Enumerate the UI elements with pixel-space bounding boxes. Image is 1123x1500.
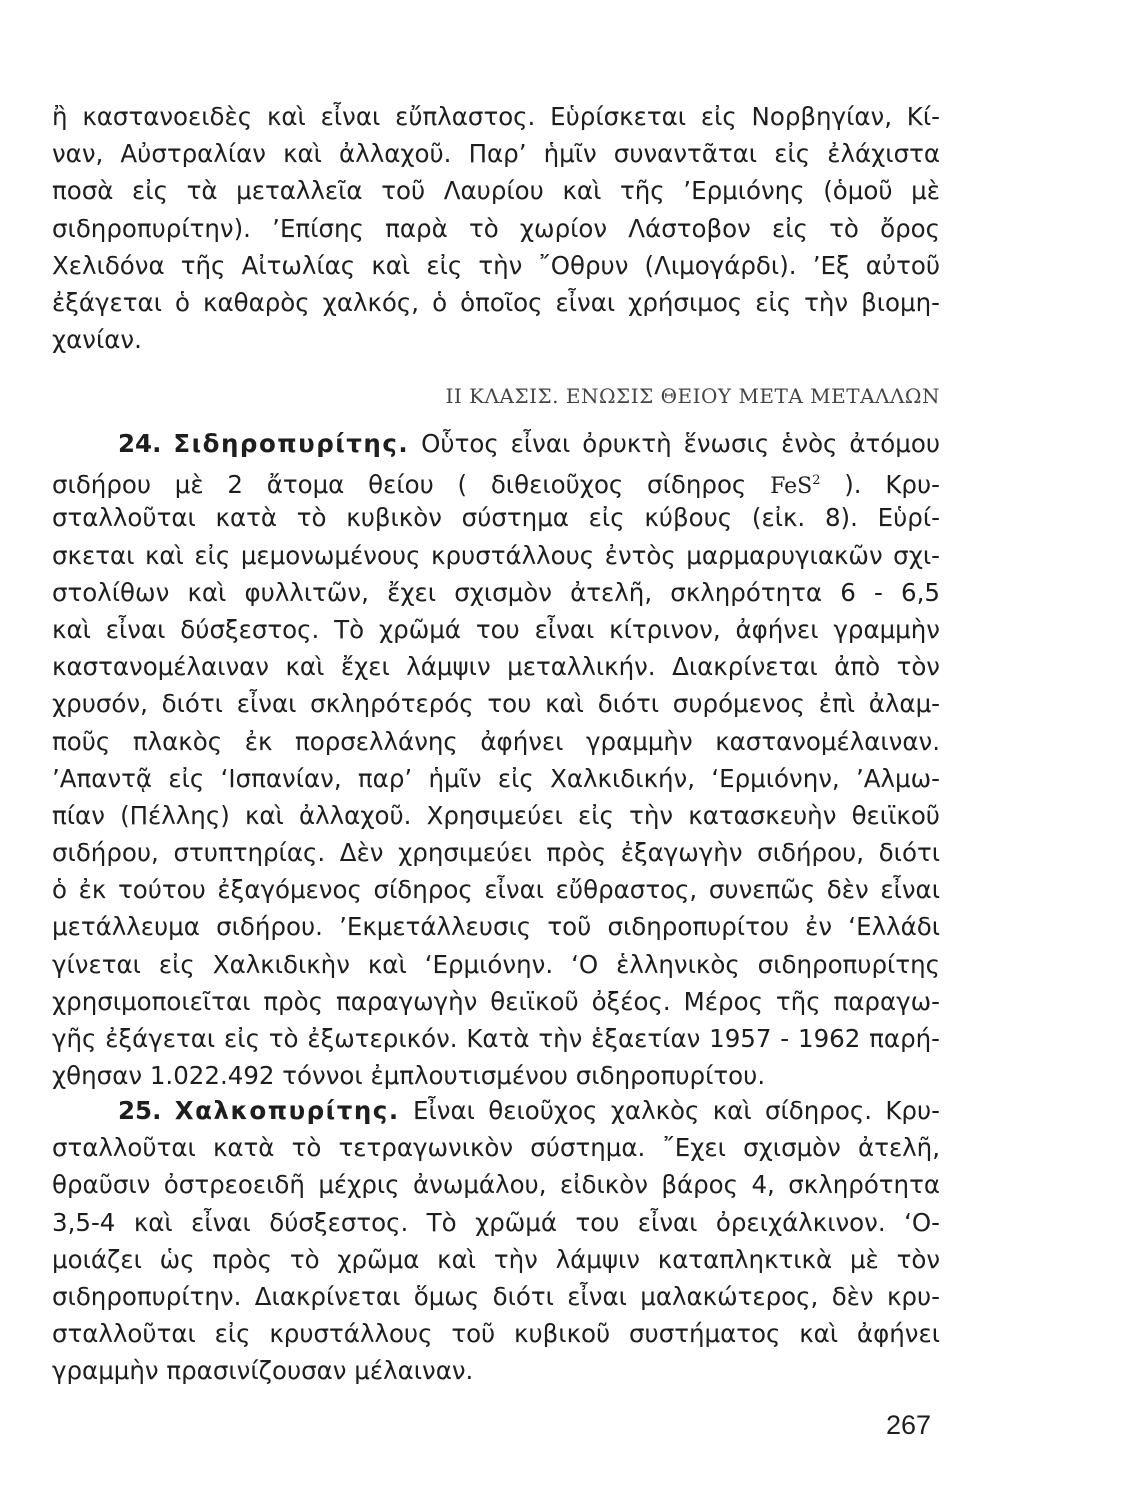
text-line: ποσὰ εἰς τὰ μεταλλεῖα τοῦ Λαυρίου καὶ τῆς ’Ερμιόνης (ὁμοῦ μὲ <box>52 176 940 206</box>
entry-25-paragraph <box>52 1092 940 1390</box>
entry-24-paragraph <box>52 425 940 1094</box>
text-line: ἢ καστανοειδὲς καὶ εἶναι εὔπλαστος. Εὑρίσκεται εἰς Νορβηγίαν, Κί- <box>52 102 940 131</box>
entry-number: 24. <box>118 429 162 458</box>
entry-number: 25. <box>118 1096 162 1125</box>
text-line: 3,5-4 καὶ εἶναι δύσξεστος. Τὸ χρῶμά του εἶναι ὀρειχάλκινον. ‘Ο- <box>52 1207 940 1237</box>
text-line: χρυσόν, διότι εἶναι σκληρότερός του καὶ διότι συρόμενος ἐπὶ ἀλαμ- <box>52 689 940 719</box>
text-line: πίαν (Πέλλης) καὶ ἀλλαχοῦ. Χρησιμεύει εἰς τὴν κατασκευὴν θειϊκοῦ <box>52 800 940 830</box>
text-line: σταλλοῦται εἰς κρυστάλλους τοῦ κυβικοῦ συστήματος καὶ ἀφήνει <box>52 1319 940 1349</box>
text-line: σιδηροπυρίτην). ’Επίσης παρὰ τὸ χωρίον Λάστοβον εἰς τὸ ὄρος <box>52 213 940 243</box>
text-line: γίνεται εἰς Χαλκιδικὴν καὶ ‘Ερμιόνην. ‘Ο ἑλληνικὸς σιδηροπυρίτης <box>52 949 940 979</box>
text-line: χρησιμοποιεῖται πρὸς παραγωγὴν θειϊκοῦ ὀξέος. Μέρος τῆς παραγω- <box>52 986 940 1016</box>
text-line: καὶ εἶναι δύσξεστος. Τὸ χρῶμά του εἶναι κίτρινον, ἀφήνει γραμμὴν <box>52 614 940 644</box>
entry-text: Οὗτος εἶναι ὀρυκτὴ ἕνωσις ἑνὸς ἀτόμου <box>421 429 941 458</box>
page-number: 267 <box>885 1410 931 1440</box>
entry-first-line <box>52 425 940 462</box>
text-line: ’Απαντᾷ εἰς ‘Ισπανίαν, παρ’ ἡμῖν εἰς Χαλκιδικήν, ‘Ερμιόνην, ’Αλμω- <box>52 763 940 793</box>
text-line: χανίαν. <box>52 325 142 355</box>
text-line: μοιάζει ὡς πρὸς τὸ χρῶμα καὶ τὴν λάμψιν καταπληκτικὰ μὲ τὸν <box>52 1244 940 1274</box>
text-line-formula <box>52 462 940 499</box>
formula-base: FeS <box>770 474 813 500</box>
text-line: μετάλλευμα σιδήρου. ’Εκμετάλλευσις τοῦ σιδηροπυρίτου ἐν ‘Ελλάδι <box>52 912 940 942</box>
text-line: γραμμὴν πρασινίζουσαν μέλαιναν. <box>52 1356 474 1386</box>
continuation-paragraph <box>52 98 940 358</box>
text-line: σιδηροπυρίτην. Διακρίνεται ὅμως διότι εἶναι μαλακώτερος, δὲν κρυ- <box>52 1281 940 1311</box>
text-line: θραῦσιν ὀστρεοειδῆ μέχρις ἀνωμάλου, εἰδικὸν βάρος 4, σκληρότητα <box>52 1170 940 1200</box>
section-heading: II ΚΛΑΣΙΣ. ΕΝΩΣΙΣ ΘΕΙΟΥ ΜΕΤΑ ΜΕΤΑΛΛΩΝ <box>445 384 940 408</box>
entry-term: Χαλκοπυρίτης. <box>174 1096 400 1125</box>
text-line: γῆς ἐξάγεται εἰς τὸ ἐξωτερικόν. Κατὰ τὴν ἑξαετίαν 1957 - 1962 παρή- <box>52 1024 940 1053</box>
text-line: ναν, Αὐστραλίαν καὶ ἀλλαχοῦ. Παρ’ ἡμῖν συναντᾶται εἰς ἐλάχιστα <box>52 139 940 169</box>
text-line: στολίθων καὶ φυλλιτῶν, ἔχει σχισμὸν ἀτελῆ, σκληρότητα 6 - 6,5 <box>52 577 940 607</box>
text-line: σιδήρου, στυπτηρίας. Δὲν χρησιμεύει πρὸς ἐξαγωγὴν σιδήρου, διότι <box>52 838 940 868</box>
text-line: σταλλοῦται κατὰ τὸ τετραγωνικὸν σύστημα. ῎Εχει σχισμὸν ἀτελῆ, <box>52 1133 940 1163</box>
entry-term: Σιδηροπυρίτης. <box>173 429 410 458</box>
entry-text: Εἶναι θειοῦχος χαλκὸς καὶ σίδηρος. Κρυ- <box>412 1096 940 1125</box>
text-line: σταλλοῦται κατὰ τὸ κυβικὸν σύστημα εἰς κύβους (εἰκ. 8). Εὑρί- <box>52 503 940 533</box>
entry-text: ). Κρυ- <box>844 470 940 500</box>
text-line: ποῦς πλακὸς ἐκ πορσελλάνης ἀφήνει γραμμὴν καστανομέλαιναν. <box>52 726 940 756</box>
entry-text: σιδήρου μὲ 2 ἄτομα θείου ( διθειοῦχος σίδηρος <box>52 470 747 500</box>
chemical-formula <box>770 474 820 499</box>
entry-first-line <box>52 1092 940 1129</box>
text-line: ἐξάγεται ὁ καθαρὸς χαλκός, ὁ ὁποῖος εἶναι χρήσιμος εἰς τὴν βιομη- <box>52 287 940 317</box>
formula-superscript: 2 <box>812 473 821 489</box>
text-line: ὁ ἐκ τούτου ἐξαγόμενος σίδηρος εἶναι εὔθραστος, συνεπῶς δὲν εἶναι <box>52 875 940 905</box>
text-line: Χελιδόνα τῆς Αἰτωλίας καὶ εἰς τὴν ῎Οθρυν (Λιμογάρδι). ’Εξ αὐτοῦ <box>52 250 940 280</box>
text-line: σκεται καὶ εἰς μεμονωμένους κρυστάλλους ἐντὸς μαρμαρυγιακῶν σχι- <box>52 540 940 570</box>
text-line: καστανομέλαιναν καὶ ἔχει λάμψιν μεταλλικήν. Διακρίνεται ἀπὸ τὸν <box>52 652 940 682</box>
text-line: χθησαν 1.022.492 τόννοι ἐμπλουτισμένου σιδηροπυρίτου. <box>52 1061 766 1091</box>
